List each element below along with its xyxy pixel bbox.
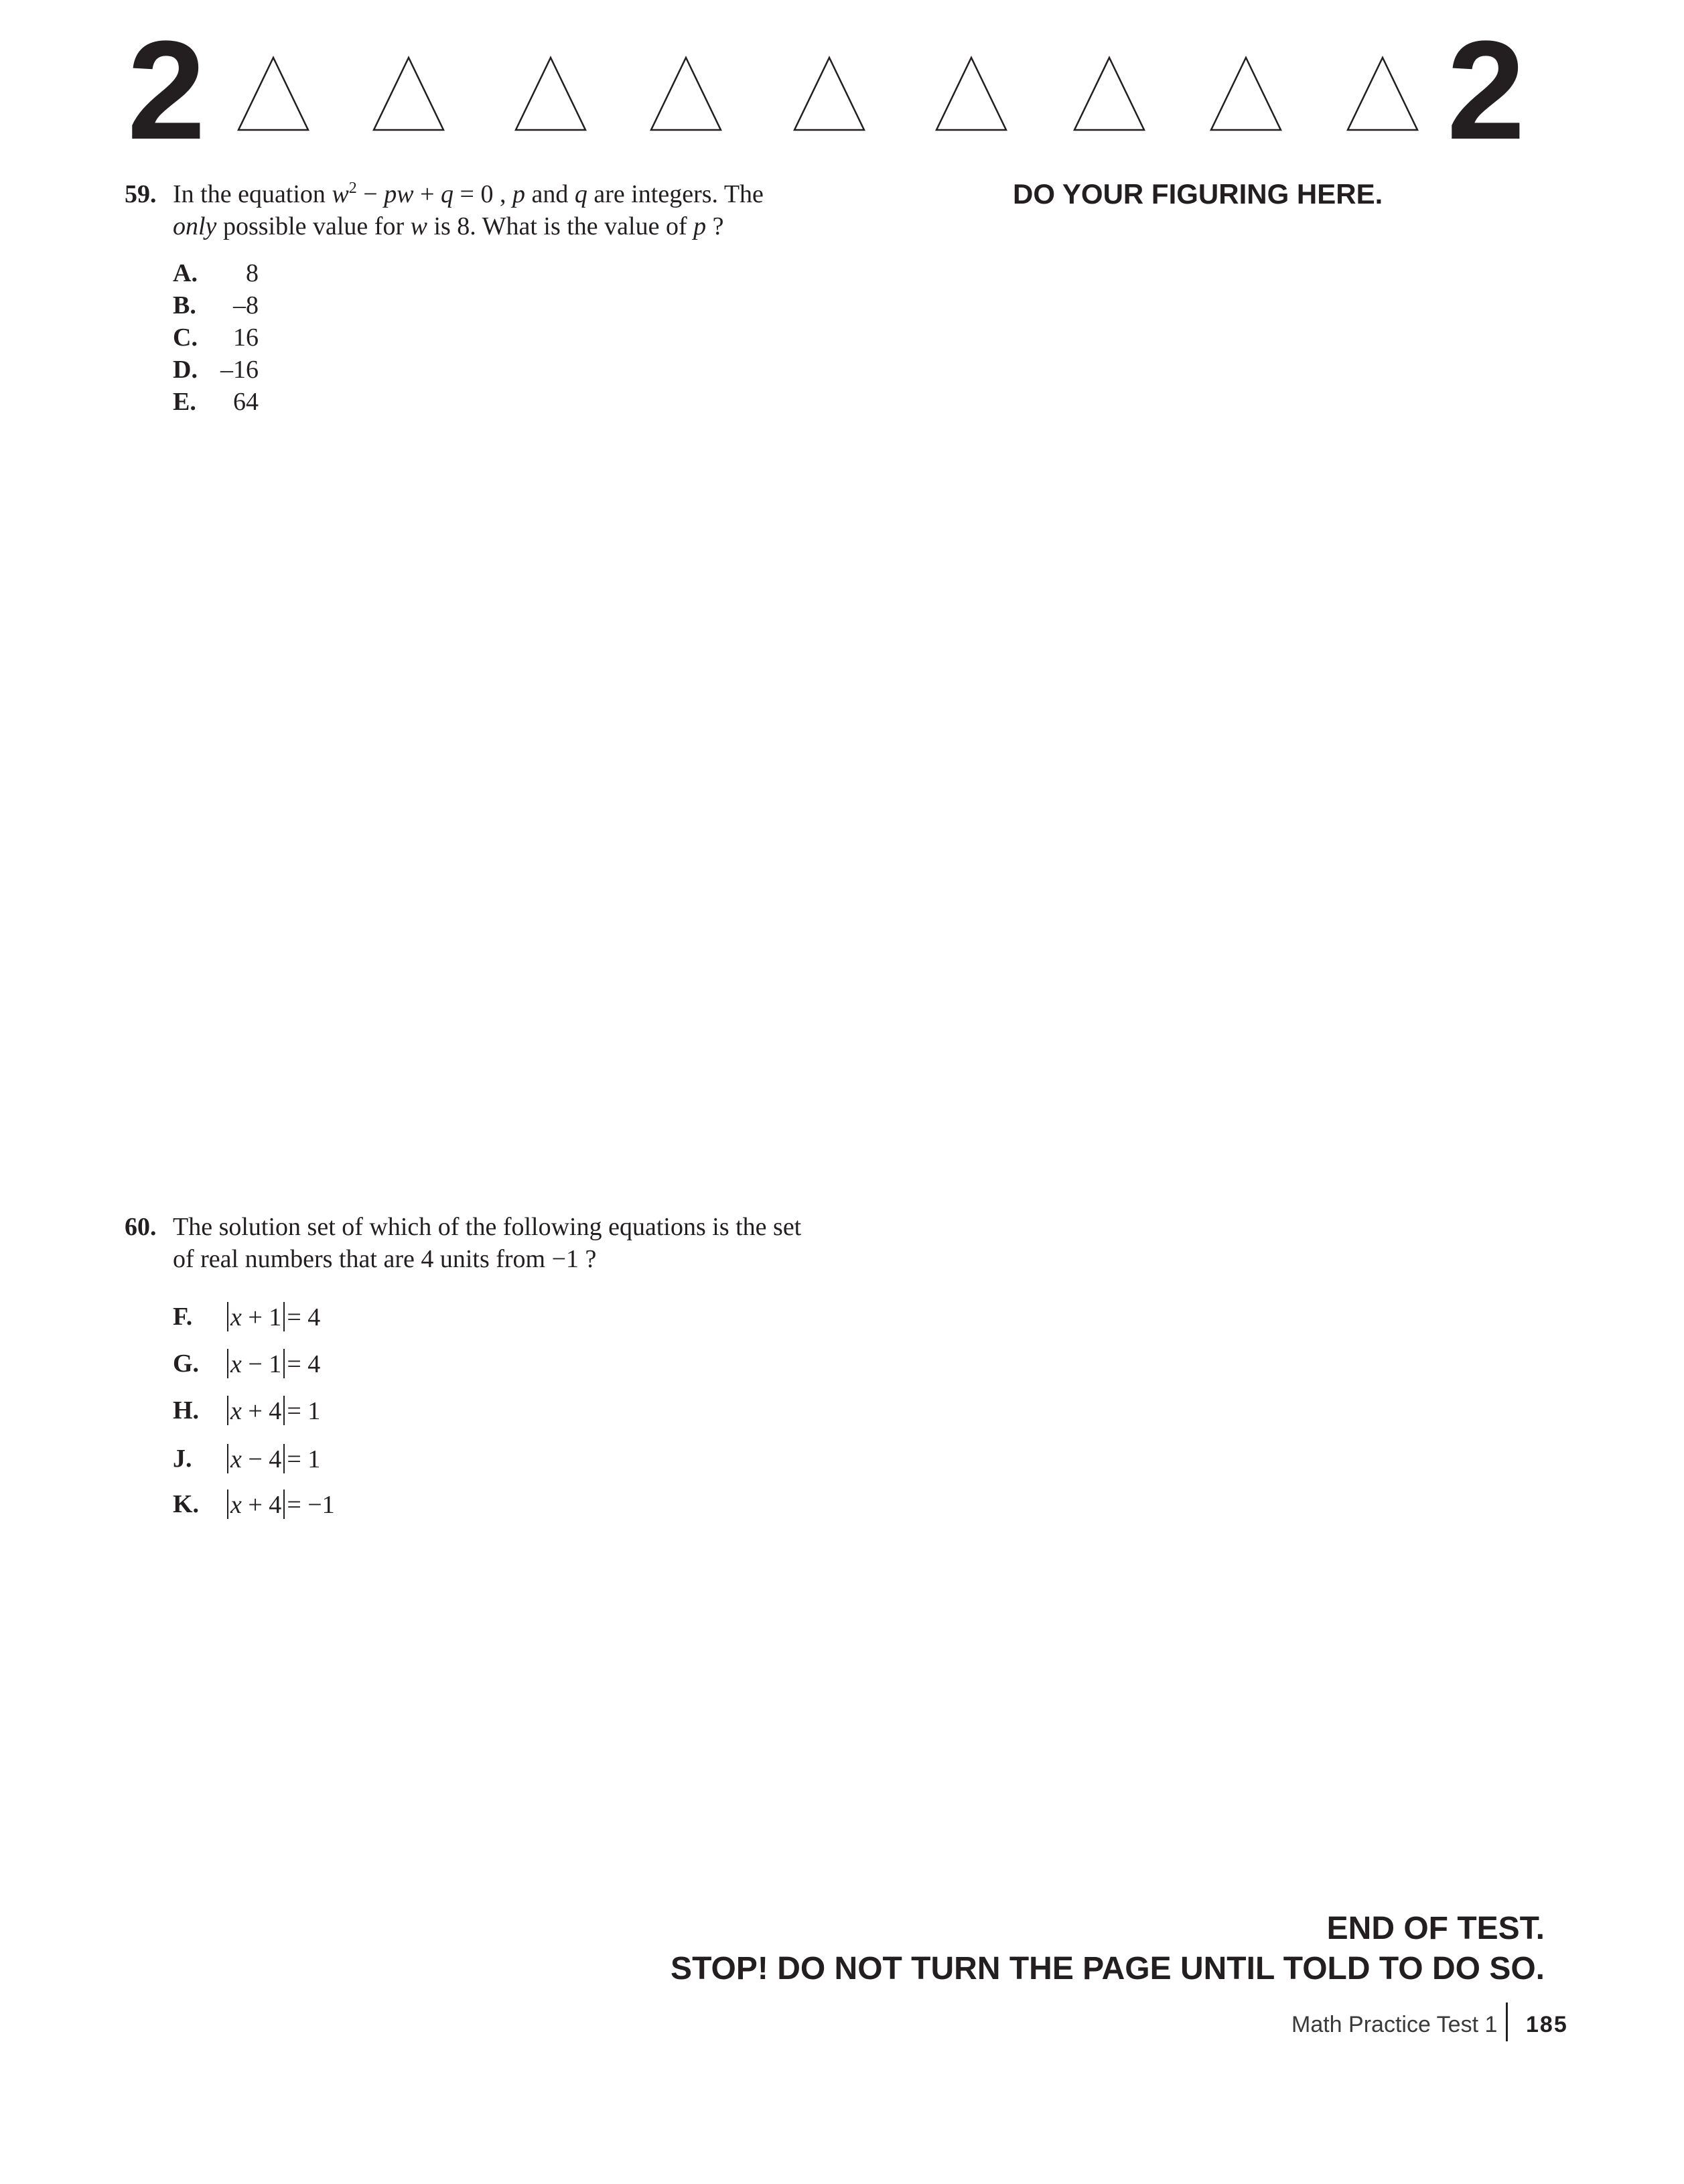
question-text-line-2: only possible value for w is 8. What is the value of p ? (173, 212, 724, 240)
triangle-outline-icon (794, 58, 864, 130)
triangle-outline-icon (516, 58, 585, 130)
triangle-outline-icon (238, 58, 308, 130)
question-text-line-2: of real numbers that are 4 units from −1 ? (173, 1245, 597, 1273)
question-number: 59. (125, 180, 157, 208)
triangle-outline-icon (651, 58, 721, 130)
question-text-line-1: In the equation $w^2$ − pw + q = 0 , p and q are integers. The (173, 179, 764, 208)
end-of-test-heading: END OF TEST. (1326, 1911, 1545, 1946)
equation: x + 1 = 4 (225, 1302, 320, 1332)
stop-instruction: STOP! DO NOT TURN THE PAGE UNTIL TOLD TO DO SO. (671, 1951, 1545, 1986)
triangle-outline-icon (1074, 58, 1144, 130)
page-number: 185 (1526, 2012, 1568, 2037)
question-number: 60. (125, 1213, 157, 1241)
triangle-outline-icon (936, 58, 1006, 130)
figuring-note: DO YOUR FIGURING HERE. (1013, 178, 1383, 210)
question-text-line-1: The solution set of which of the following equations is the set (173, 1213, 802, 1241)
equation: x + 4 = −1 (225, 1489, 335, 1520)
triangle-row (0, 0, 1684, 147)
triangle-outline-icon (1211, 58, 1281, 130)
equation: x − 4 = 1 (225, 1444, 320, 1474)
triangle-outline-icon (374, 58, 443, 130)
equation: x − 1 = 4 (225, 1349, 320, 1379)
section-number-left: 2 (127, 11, 203, 169)
equation: x + 4 = 1 (225, 1396, 320, 1426)
footer-label: Math Practice Test 1 (1291, 2012, 1498, 2037)
section-number-right: 2 (1447, 11, 1523, 169)
footer-divider (1506, 2003, 1508, 2041)
triangle-outline-icon (1348, 58, 1417, 130)
